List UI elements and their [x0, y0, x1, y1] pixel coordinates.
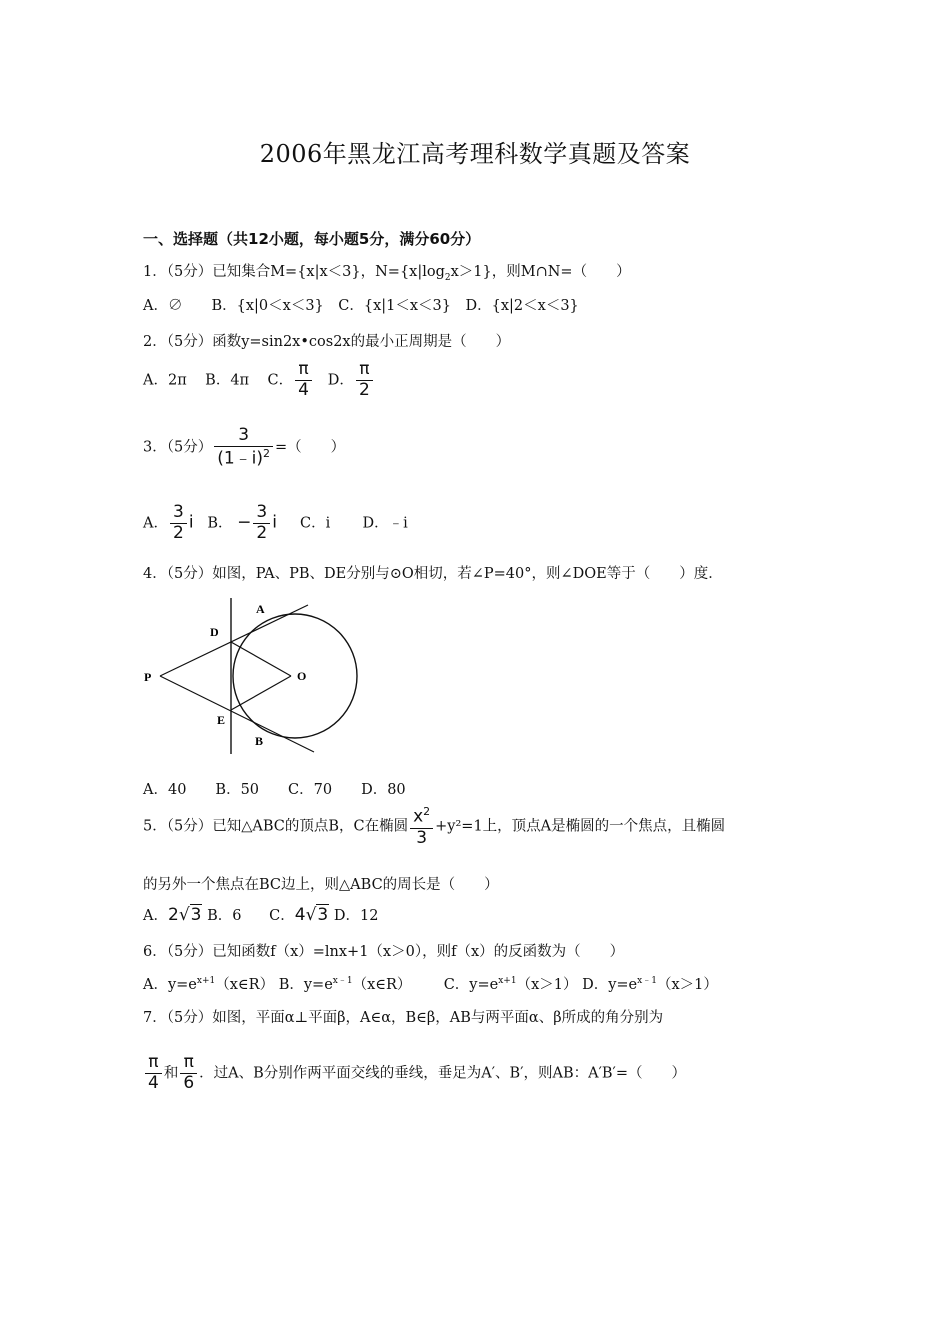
- q5-option-d: D．12: [333, 908, 379, 924]
- q2-d-fraction: [356, 361, 373, 400]
- line-eo: [231, 676, 291, 710]
- question-4-options: A．40 B．50 C．70 D．80: [143, 782, 406, 798]
- question-5-line2: 的另外一个焦点在BC边上，则△ABC的周长是（ ）: [143, 877, 499, 893]
- q3-option-a: A．: [143, 515, 168, 532]
- q6-option-c: C．y=e: [443, 977, 499, 993]
- q5-num: [410, 806, 433, 829]
- q7-f2-num: π: [180, 1054, 197, 1074]
- question-6-stem: 6．（5分）已知函数f（x）=lnx+1（x＞0），则f（x）的反函数为（ ）: [143, 944, 625, 960]
- label-d: D: [210, 625, 219, 639]
- q6-b-exp: x﹣1: [332, 976, 353, 987]
- page-title: 2006年黑龙江高考理科数学真题及答案: [259, 140, 691, 168]
- question-2-options: [143, 361, 375, 400]
- q2-c-num: π: [295, 361, 312, 381]
- q5-a-coef: 2: [167, 905, 179, 925]
- q6-d-exp: x﹣1: [637, 976, 657, 987]
- question-1-stem: [143, 260, 631, 283]
- q3-den-base: (1﹣i): [217, 448, 264, 469]
- q5-num-exp: 2: [423, 805, 431, 818]
- q3-b-minus: −: [237, 512, 252, 533]
- q2-option-c: C．: [267, 372, 294, 389]
- q5-option-b: B．6: [207, 908, 242, 924]
- q2-c-den: 4: [298, 379, 309, 400]
- q3-option-c: C．i: [300, 515, 331, 532]
- question-4-stem: 4．（5分）如图，PA、PB、DE分别与⊙O相切，若∠P=40°，则∠DOE等于（ ）度．: [143, 566, 723, 582]
- q6-d-domain: （x＞1）: [656, 977, 718, 993]
- question-2-stem: 2．（5分）函数y=sin2x•cos2x的最小正周期是（ ）: [143, 334, 511, 350]
- q1-text: 1．（5分）已知集合M={x|x＜3}，N={x|log: [143, 264, 445, 280]
- q5-a-rad: 3: [190, 905, 202, 925]
- question-6-options: [143, 973, 718, 994]
- label-p: P: [144, 670, 152, 684]
- q3-label: 3．（5分）: [143, 439, 213, 456]
- q3-b-num: 3: [253, 504, 270, 524]
- q7-f2-den: 6: [183, 1072, 195, 1093]
- q7-fraction-1: [145, 1054, 162, 1093]
- q3-a-den: 2: [172, 522, 184, 543]
- q7-and: 和: [163, 1065, 179, 1082]
- q5-fraction: [410, 806, 433, 847]
- label-b: B: [255, 734, 264, 748]
- q5-option-c: C．: [269, 908, 295, 924]
- q3-tail: =（ ）: [275, 439, 346, 456]
- q6-a-exp: x+1: [196, 976, 216, 987]
- label-a: A: [256, 602, 265, 616]
- q3-a-i: i: [188, 512, 194, 533]
- q6-b-domain: （x∈R）: [352, 977, 412, 993]
- q6-option-d: D．y=e: [582, 977, 638, 993]
- q6-option-a: A．y=e: [143, 977, 197, 993]
- q7-tail: ．过A、B分别作两平面交线的垂线，垂足为A′、B′，则AB：A′B′=（ ）: [199, 1065, 686, 1082]
- q2-c-fraction: [295, 361, 312, 400]
- label-e: E: [217, 713, 226, 727]
- q3-a-num: 3: [170, 504, 187, 524]
- q6-c-exp: x+1: [498, 976, 517, 987]
- q7-f1-num: π: [145, 1054, 162, 1074]
- q3-option-b: B．: [207, 515, 233, 532]
- q3-fraction: [214, 427, 273, 468]
- q6-a-domain: （x∈R）: [215, 977, 275, 993]
- tangent-circle-figure: [140, 594, 365, 760]
- question-1-options: A．∅ B．{x|0＜x＜3} C．{x|1＜x＜3} D．{x|2＜x＜3}: [143, 298, 579, 314]
- q5-c-coef: 4: [294, 905, 306, 925]
- q2-option-d: D．: [327, 372, 354, 389]
- q5-a-sqrt: 2√3: [167, 905, 202, 925]
- q6-option-b: B．y=e: [278, 977, 333, 993]
- question-5-stem: [143, 806, 725, 847]
- question-3-options: [143, 504, 408, 543]
- q5-option-a: A．: [143, 908, 168, 924]
- q3-den-exp: 2: [263, 446, 271, 460]
- q2-option-a: A．2π: [143, 372, 187, 389]
- q3-den: [214, 447, 273, 469]
- q7-f1-den: 4: [148, 1072, 159, 1093]
- q5-c-rad: 3: [317, 905, 329, 925]
- q5-c-sqrt: 4√3: [294, 905, 329, 925]
- q3-num: 3: [214, 427, 273, 447]
- q2-d-den: 2: [358, 379, 370, 400]
- line-pb: [160, 676, 314, 752]
- q6-c-domain: （x＞1）: [516, 977, 578, 993]
- q3-a-fraction: [170, 504, 187, 543]
- q2-option-b: B．4π: [205, 372, 250, 389]
- q5-den: 3: [416, 827, 428, 848]
- q5-text-end: +y²=1上，顶点A是椭圆的一个焦点，且椭圆: [435, 818, 726, 835]
- q3-option-d: D．﹣i: [362, 515, 408, 532]
- question-5-options: [143, 904, 378, 925]
- q2-d-num: π: [356, 361, 373, 381]
- q5-text: 5．（5分）已知△ABC的顶点B，C在椭圆: [143, 818, 409, 835]
- q1-text-end: x＞1}，则M∩N=（ ）: [450, 264, 631, 280]
- question-7-line2: [143, 1054, 686, 1093]
- q3-b-fraction: [253, 504, 270, 543]
- q3-b-den: 2: [256, 522, 268, 543]
- question-3-stem: [143, 427, 345, 468]
- q1-log-base: 2: [444, 272, 451, 283]
- q3-b-i: i: [272, 512, 277, 533]
- q7-fraction-2: [180, 1054, 197, 1093]
- label-o: O: [297, 669, 307, 683]
- section-heading: 一、选择题（共12小题，每小题5分，满分60分）: [143, 230, 481, 248]
- line-do: [231, 642, 291, 676]
- question-7-stem: 7．（5分）如图，平面α⊥平面β，A∈α，B∈β，AB与两平面α、β所成的角分别为: [143, 1010, 664, 1026]
- q5-num-base: x: [413, 806, 424, 827]
